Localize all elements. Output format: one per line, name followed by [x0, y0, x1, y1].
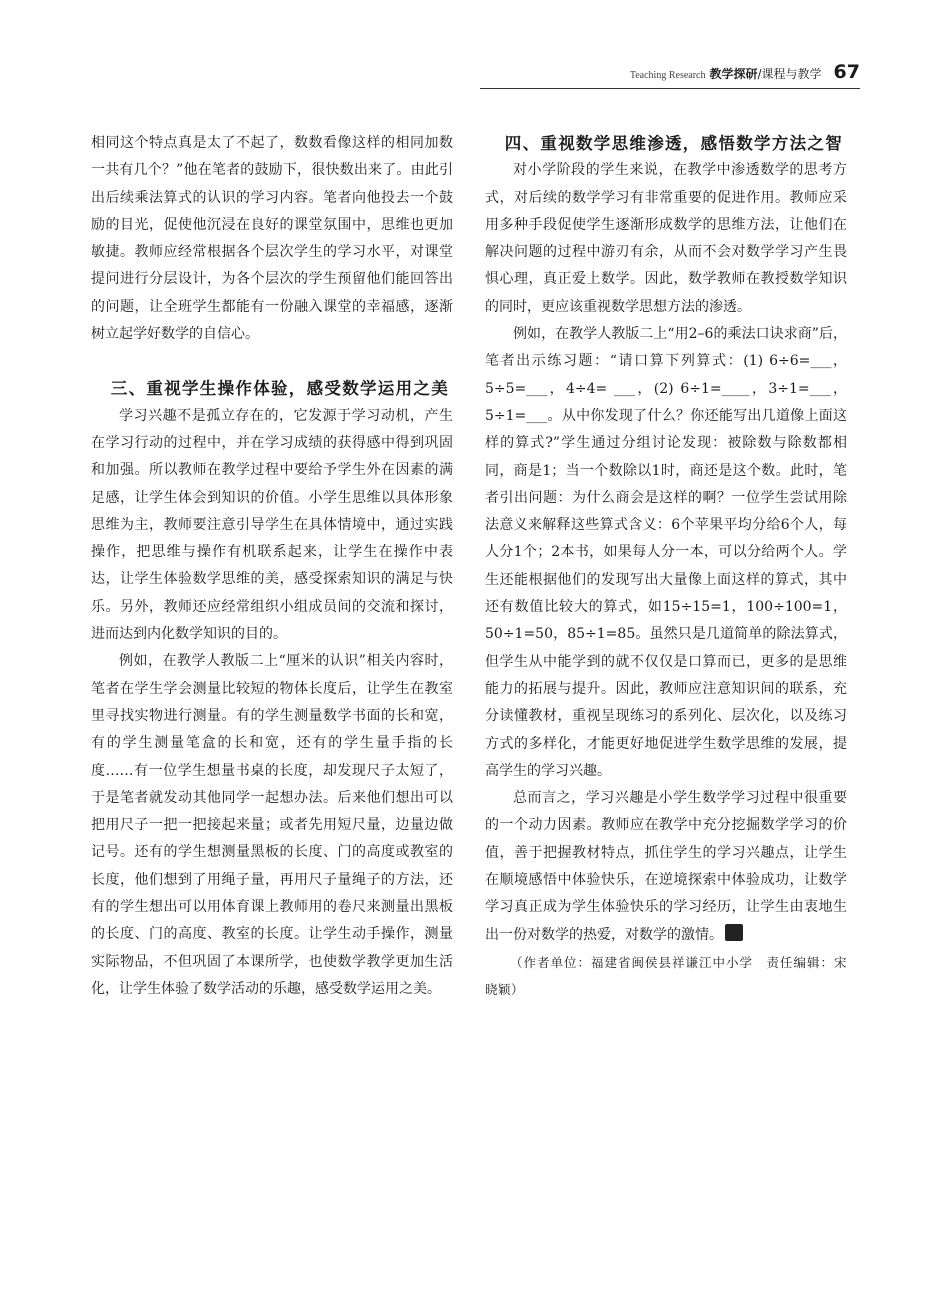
end-of-article-icon: [725, 924, 743, 941]
page-number: 67: [833, 61, 860, 83]
page-header: [480, 58, 860, 89]
paragraph-math-thinking: 对小学阶段的学生来说，在教学中渗透数学的思考方式，对后续的数学学习有非常重要的促进作用。教师应采用多种手段促使学生逐渐形成数学的思维方法，让他们在解决问题的过程中游刃有余，从而不会对数学学习产生畏惧心理，真正爱上数学。因此，数学教师在教授数学知识的同时，更应该重视数学思想方法的渗透。: [485, 162, 847, 315]
section-heading-4: 四、重视数学思维渗透，感悟数学方法之智: [504, 134, 843, 153]
section-heading-3: 三、重视学生操作体验，感受数学运用之美: [110, 379, 449, 399]
summary-text: 总而言之，学习兴趣是小学生数学学习过程中很重要的一个动力因素。教师应在教学中充分挖掘数学学习的价值，善于把握教材特点，抓住学生的学习兴趣点，让学生在顺境感悟中体验快乐，在逆境探索中体验成功，让数学学习真正成为学生体验快乐的学习经历，让学生由衷地生出一份对数学的热爱，对数学的激情。: [485, 790, 847, 943]
left-column: [91, 130, 453, 1003]
right-column: [485, 130, 847, 1004]
header-english-label: Teaching Research: [629, 70, 706, 81]
paragraph-continuation: 相同这个特点真是太了不起了，数数看像这样的相同加数一共有几个？”他在笔者的鼓励下，很快数出来了。由此引出后续乘法算式的认识的学习内容。笔者向他投去一个鼓励的目光，促使他沉浸在良好的课堂氛围中，思维也更加敏捷。教师应经常根据各个层次学生的学习水平，对课堂提问进行分层设计，为各个层次的学生预留他们能回答出的问题，让全班学生都能有一份融入课堂的幸福感，逐渐树立起学好数学的自信心。: [91, 135, 453, 343]
header-section-title: 教学探研: [709, 67, 758, 81]
paragraph-measurement-example: 例如，在教学人教版二上“厘米的认识”相关内容时，笔者在学生学会测量比较短的物体长度后，让学生在教室里寻找实物进行测量。有的学生测量数学书面的长和宽，有的学生测量笔盒的长和宽，还有的学生量手指的长度……有一位学生想量书桌的长度，却发现尺子太短了，于是笔者就发动其他同学一起想办法。后来他们想出可以把用尺子一把一把接起来量；或者先用短尺量，边量边做记号。还有的学生想测量黑板的长度、门的高度或教室的长度，他们想到了用绳子量，再用尺子量绳子的方法，还有的学生想出可以用体育课上教师用的卷尺来测量出黑板的长度、门的高度、教室的长度。让学生动手操作，测量实际物品，不但巩固了本课所学，也使数学教学更加生活化，让学生体验了数学活动的乐趣，感受数学运用之美。: [91, 653, 453, 997]
paragraph-division-example: 例如，在教学人教版二上“用2–6的乘法口诀求商”后，笔者出示练习题：“请口算下列算式：(1) 6÷6=___，5÷5=___，4÷4= ___，(2) 6÷1=____，3÷1=___，5÷1=___。从中你发现了什么？你还能写出几道像上面这样的算式?”学生通过分组讨论发现：被除数与除数都相同，商是1；当一个数除以1时，商还是这个数。此时，笔者引出问题：为什么商会是这样的啊？一位学生尝试用除法意义来解释这些算式含义：6个苹果平均分给6个人，每人分1个；2本书，如果每人分一本，可以分给两个人。学生还能根据他们的发现写出大量像上面这样的算式，其中还有数值比较大的算式，如15÷15=1，100÷100=1，50÷1=50，85÷1=85。虽然只是几道简单的除法算式，但学生从中能学到的就不仅仅是口算而已，更多的是思维能力的拓展与提升。因此，教师应注意知识间的联系，充分读懂教材，重视呈现练习的系列化、层次化，以及练习方式的多样化，才能更好地促进学生数学思维的发展，提高学生的学习兴趣。: [485, 326, 847, 779]
header-subsection-title: /课程与教学: [757, 67, 822, 81]
paragraph-summary: [485, 785, 847, 949]
author-footnote: （作者单位：福建省闽侯县祥谦江中小学 责任编辑：宋晓颖）: [485, 954, 847, 998]
paragraph-learning-interest: 学习兴趣不是孤立存在的，它发源于学习动机，产生在学习行动的过程中，并在学习成绩的获得感中得到巩固和加强。所以教师在教学过程中要给予学生外在因素的满足感，让学生体会到知识的价值。小学生思维以具体形象思维为主，教师要注意引导学生在具体情境中，通过实践操作，把思维与操作有机联系起来，让学生在操作中表达，让学生体验数学思维的美，感受探索知识的满足与快乐。另外，教师还应经常组织小组成员间的交流和探讨，进而达到内化数学知识的目的。: [91, 407, 453, 643]
header-label: [630, 61, 860, 83]
